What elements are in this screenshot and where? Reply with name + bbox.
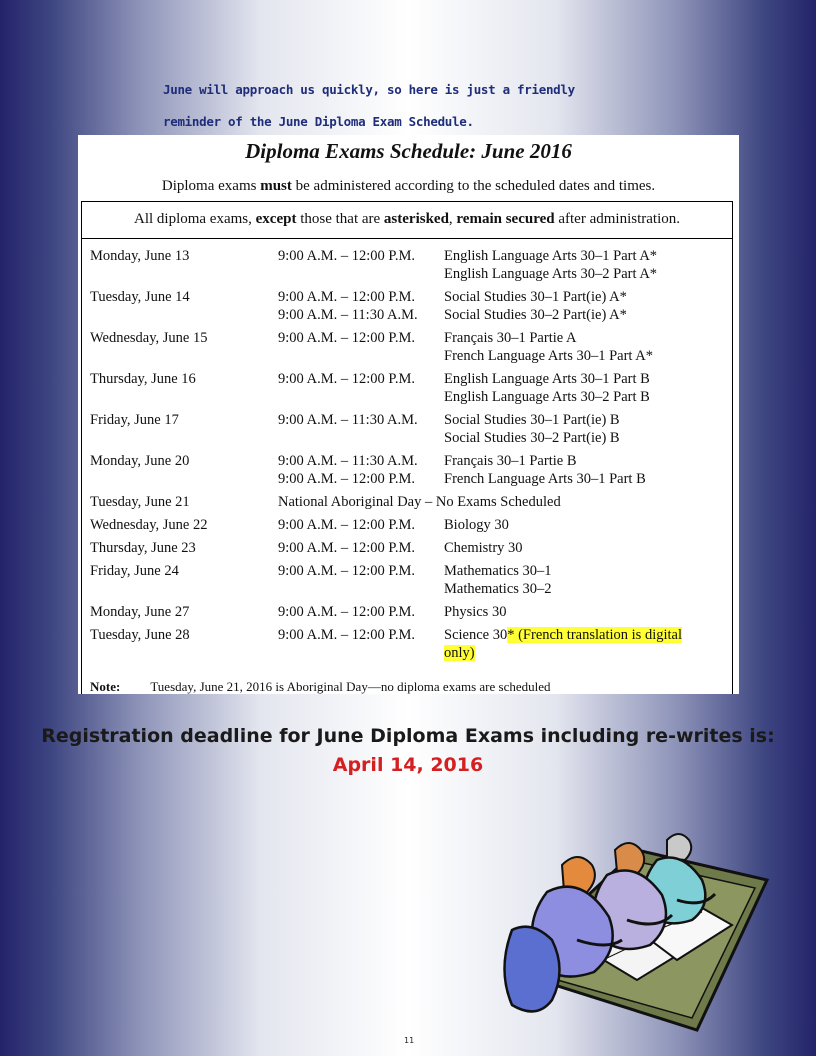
exam-subject-text: English Language Arts 30–2 Part B [444, 389, 650, 405]
exam-subject-line [444, 644, 739, 662]
exam-time-line: 9:00 A.M. – 12:00 P.M. [278, 604, 415, 620]
table-row [82, 516, 732, 539]
exam-time [278, 452, 418, 488]
exam-subject-line [444, 470, 739, 488]
registration-deadline [0, 722, 816, 780]
table-row [82, 626, 732, 667]
exam-subject-line [444, 388, 739, 406]
exam-subject-line [444, 247, 739, 265]
exam-time [278, 247, 415, 283]
exam-time-line: 9:00 A.M. – 12:00 P.M. [278, 517, 415, 533]
table-row [82, 603, 732, 626]
exam-schedule [78, 135, 739, 694]
exam-subject [444, 288, 739, 324]
exam-subject-text: English Language Arts 30–1 Part B [444, 371, 650, 387]
exam-day: Friday, June 24 [90, 563, 179, 579]
exam-time-line: 9:00 A.M. – 12:00 P.M. [278, 330, 415, 346]
exam-subject [444, 452, 739, 488]
exam-subject [444, 626, 739, 662]
intro-text [163, 74, 663, 138]
exam-day: Tuesday, June 28 [90, 627, 190, 643]
registration-date: April 14, 2016 [332, 754, 484, 776]
page-number: 11 [404, 1036, 415, 1045]
exam-day: Thursday, June 23 [90, 540, 196, 556]
exam-time [278, 288, 418, 324]
exam-subject-text: Physics 30 [444, 604, 507, 620]
exam-subject-text: Mathematics 30–1 [444, 563, 552, 579]
exam-day: Wednesday, June 22 [90, 517, 208, 533]
header-mid: those that are [296, 211, 384, 227]
exam-subject-line [444, 411, 739, 429]
subtitle-bold: must [260, 178, 292, 194]
exam-subject-text: Chemistry 30 [444, 540, 523, 556]
exam-day: Monday, June 13 [90, 248, 190, 264]
exam-time [278, 516, 415, 534]
table-row [82, 539, 732, 562]
exam-day: Monday, June 27 [90, 604, 190, 620]
exam-subject-text: Science 30 [444, 627, 508, 643]
exam-subject-text: Social Studies 30–1 Part(ie) A* [444, 289, 627, 305]
exam-subject-text: Français 30–1 Partie B [444, 453, 577, 469]
table-row [82, 329, 732, 370]
exam-day: Wednesday, June 15 [90, 330, 208, 346]
exam-subject-line [444, 603, 739, 621]
exam-subject-line [444, 516, 739, 534]
schedule-title: Diploma Exams Schedule: June 2016 [245, 139, 572, 163]
exam-day: Friday, June 17 [90, 412, 179, 428]
exam-time-line: 9:00 A.M. – 12:00 P.M. [278, 289, 415, 305]
exam-time-line: 9:00 A.M. – 11:30 A.M. [278, 453, 418, 469]
exam-time [278, 562, 415, 598]
table-row [82, 452, 732, 493]
exam-subject [444, 603, 739, 621]
table-row [82, 562, 732, 603]
exam-time-line: 9:00 A.M. – 11:30 A.M. [278, 412, 418, 428]
exam-subject-text: Social Studies 30–2 Part(ie) B [444, 430, 620, 446]
exam-subject-line [444, 429, 739, 447]
exam-subject-line [444, 288, 739, 306]
exam-subject-line [444, 265, 739, 283]
schedule-table [81, 201, 733, 694]
header-except: except [255, 211, 297, 227]
exam-time [278, 411, 418, 447]
exam-time-line: 9:00 A.M. – 12:00 P.M. [278, 563, 415, 579]
note-label: Note: [90, 679, 121, 694]
exam-subject-line [444, 580, 739, 598]
table-row [82, 411, 732, 452]
exam-time-line: National Aboriginal Day – No Exams Scheduled [278, 494, 561, 510]
table-row [82, 247, 732, 288]
students-writing-clipart [487, 820, 772, 1035]
exam-subject [444, 411, 739, 447]
exam-time-line: 9:00 A.M. – 11:30 A.M. [278, 307, 418, 323]
exam-time-line: 9:00 A.M. – 12:00 P.M. [278, 627, 415, 643]
header-remain-secured: remain secured [456, 211, 555, 227]
exam-day: Tuesday, June 21 [90, 494, 190, 510]
exam-subject [444, 539, 739, 557]
subtitle-pre: Diploma exams [161, 178, 261, 194]
exam-subject-line [444, 306, 739, 324]
exam-subject [444, 516, 739, 534]
table-row [82, 493, 732, 516]
intro-line-1: June will approach us quickly, so here is just a friendly [163, 82, 575, 97]
table-row [82, 288, 732, 329]
exam-time [278, 329, 415, 365]
exam-subject-text: French Language Arts 30–1 Part A* [444, 348, 654, 364]
exam-subject-text: Biology 30 [444, 517, 509, 533]
exam-time [278, 493, 561, 511]
exam-time [278, 370, 415, 406]
exam-subject [444, 562, 739, 598]
exam-subject-line [444, 626, 739, 644]
exam-subject-text: Français 30–1 Partie A [444, 330, 577, 346]
intro-line-2: reminder of the June Diploma Exam Schedule. [163, 114, 474, 129]
exam-subject [444, 370, 739, 406]
exam-subject-text: Mathematics 30–2 [444, 581, 552, 597]
exam-time-line: 9:00 A.M. – 12:00 P.M. [278, 248, 415, 264]
exam-subject-line [444, 347, 739, 365]
exam-subject-line [444, 329, 739, 347]
exam-subject-text: French Language Arts 30–1 Part B [444, 471, 646, 487]
highlight-note: * (French translation is digital [507, 627, 682, 643]
exam-time [278, 539, 415, 557]
schedule-header [82, 202, 732, 239]
schedule-rows [82, 239, 732, 667]
header-sep: , [448, 211, 457, 227]
exam-subject-text: only) [444, 645, 475, 661]
exam-subject [444, 247, 739, 283]
exam-time [278, 626, 415, 662]
exam-subject-text: English Language Arts 30–1 Part A* [444, 248, 658, 264]
exam-subject-line [444, 370, 739, 388]
schedule-note [90, 679, 551, 694]
exam-time-line: 9:00 A.M. – 12:00 P.M. [278, 371, 415, 387]
exam-day: Monday, June 20 [90, 453, 190, 469]
exam-subject-line [444, 452, 739, 470]
header-pre: All diploma exams, [133, 211, 256, 227]
exam-time-line: 9:00 A.M. – 12:00 P.M. [278, 540, 415, 556]
header-post: after administration. [554, 211, 680, 227]
exam-subject-text: English Language Arts 30–2 Part A* [444, 266, 658, 282]
exam-day: Tuesday, June 14 [90, 289, 190, 305]
exam-time [278, 603, 415, 621]
exam-subject-text: Social Studies 30–1 Part(ie) B [444, 412, 620, 428]
subtitle-post: be administered according to the scheduled dates and times. [291, 178, 656, 194]
exam-day: Thursday, June 16 [90, 371, 196, 387]
exam-subject [444, 329, 739, 365]
exam-subject-line [444, 562, 739, 580]
note-text: Tuesday, June 21, 2016 is Aboriginal Day—no diploma exams are scheduled [150, 679, 551, 694]
exam-subject-line [444, 539, 739, 557]
header-asterisked: asterisked [383, 211, 449, 227]
exam-time-line: 9:00 A.M. – 12:00 P.M. [278, 471, 415, 487]
exam-subject-text: Social Studies 30–2 Part(ie) A* [444, 307, 627, 323]
schedule-subtitle [78, 178, 739, 195]
table-row [82, 370, 732, 411]
registration-line: Registration deadline for June Diploma Exams including re-writes is: [41, 725, 775, 747]
